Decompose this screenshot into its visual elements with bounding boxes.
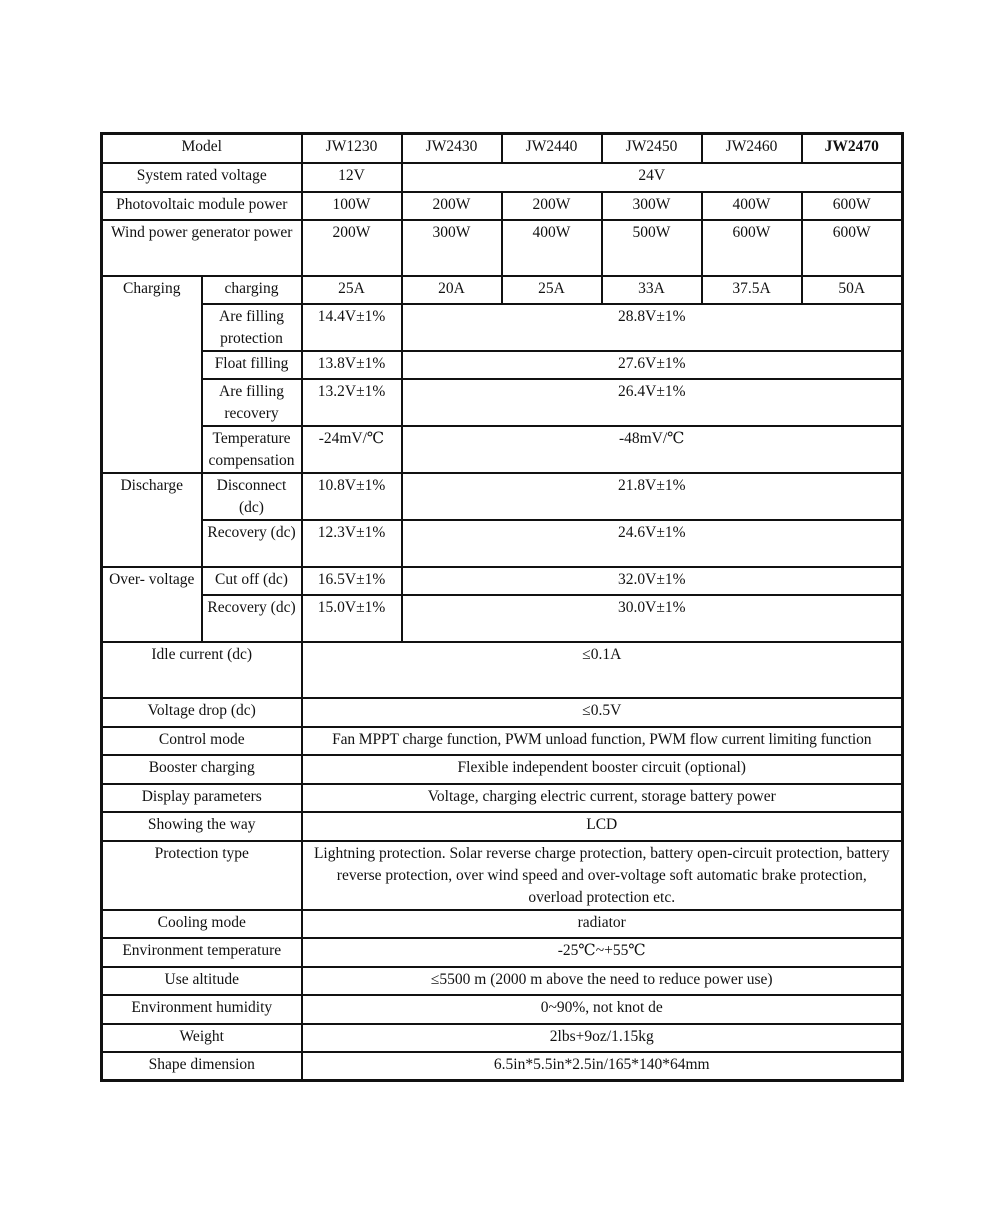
discharge-disconnect-row [102,473,903,520]
value-24v: 24V [402,163,903,192]
over-voltage-recovery-row [102,595,903,642]
row-label: Environment humidity [102,995,302,1024]
wind-power-row [102,220,903,276]
shape-dimension-row [102,1052,903,1081]
value-cell: 20A [402,276,502,304]
showing-the-way-row [102,812,903,841]
value-cell: 600W [802,220,903,276]
model-jw2440: JW2440 [502,134,602,163]
value-cell: 400W [702,192,802,220]
value-cell: 25A [502,276,602,304]
sub-label: Are filling protection [202,304,302,351]
are-filling-recovery-row [102,379,903,426]
group-charging: Charging [102,276,202,473]
display-parameters-row [102,784,903,812]
value-24v: 32.0V±1% [402,567,903,595]
row-label: Display parameters [102,784,302,812]
row-label: Photovoltaic module power [102,192,302,220]
row-value: Fan MPPT charge function, PWM unload function, PWM flow current limiting function [302,727,903,755]
row-value: ≤0.5V [302,698,903,727]
row-label: Environment temperature [102,938,302,967]
value-cell: 600W [702,220,802,276]
value-12v: 16.5V±1% [302,567,402,595]
model-jw2460: JW2460 [702,134,802,163]
value-cell: 200W [302,220,402,276]
control-mode-row [102,727,903,755]
row-value: ≤0.1A [302,642,903,698]
model-jw2450: JW2450 [602,134,702,163]
environment-temperature-row [102,938,903,967]
row-value: Voltage, charging electric current, storage battery power [302,784,903,812]
are-filling-protection-row [102,304,903,351]
row-label: Voltage drop (dc) [102,698,302,727]
row-value: 0~90%, not knot de [302,995,903,1024]
voltage-drop-row [102,698,903,727]
row-label: Shape dimension [102,1052,302,1081]
value-12v: -24mV/℃ [302,426,402,473]
discharge-recovery-row [102,520,903,567]
value-24v: 27.6V±1% [402,351,903,379]
value-cell: 33A [602,276,702,304]
float-filling-row [102,351,903,379]
value-cell: 200W [502,192,602,220]
row-label: Booster charging [102,755,302,784]
value-24v: -48mV/℃ [402,426,903,473]
environment-humidity-row [102,995,903,1024]
weight-row [102,1024,903,1052]
row-label: Wind power generator power [102,220,302,276]
value-cell: 100W [302,192,402,220]
spec-table [100,132,904,1082]
protection-type-row [102,841,903,910]
model-jw2470: JW2470 [802,134,903,163]
row-value: Lightning protection. Solar reverse charge protection, battery open-circuit protection, battery reverse protection, over wind speed and over-voltage soft automatic brake protection, overload protection etc. [302,841,903,910]
charging-current-row [102,276,903,304]
value-12v: 15.0V±1% [302,595,402,642]
value-12v: 13.2V±1% [302,379,402,426]
row-value: ≤5500 m (2000 m above the need to reduce power use) [302,967,903,995]
row-value: Flexible independent booster circuit (optional) [302,755,903,784]
idle-current-row [102,642,903,698]
booster-charging-row [102,755,903,784]
temperature-compensation-row [102,426,903,473]
pv-power-row [102,192,903,220]
model-label: Model [102,134,302,163]
value-cell: 25A [302,276,402,304]
row-value: LCD [302,812,903,841]
value-12v: 10.8V±1% [302,473,402,520]
row-label: Showing the way [102,812,302,841]
row-label: Protection type [102,841,302,910]
value-24v: 30.0V±1% [402,595,903,642]
value-cell: 500W [602,220,702,276]
sub-label: Disconnect (dc) [202,473,302,520]
value-12v: 14.4V±1% [302,304,402,351]
sub-label: Temperature compensation [202,426,302,473]
value-24v: 28.8V±1% [402,304,903,351]
row-label: Idle current (dc) [102,642,302,698]
value-12v: 12.3V±1% [302,520,402,567]
value-cell: 400W [502,220,602,276]
group-discharge: Discharge [102,473,202,567]
sub-label: charging [202,276,302,304]
row-value: -25℃~+55℃ [302,938,903,967]
value-24v: 26.4V±1% [402,379,903,426]
model-jw2430: JW2430 [402,134,502,163]
use-altitude-row [102,967,903,995]
model-jw1230: JW1230 [302,134,402,163]
value-24v: 21.8V±1% [402,473,903,520]
group-over-voltage: Over- voltage [102,567,202,642]
value-cell: 300W [402,220,502,276]
value-12v: 12V [302,163,402,192]
over-voltage-cutoff-row [102,567,903,595]
row-label: Cooling mode [102,910,302,938]
value-cell: 50A [802,276,903,304]
value-24v: 24.6V±1% [402,520,903,567]
row-label: Control mode [102,727,302,755]
row-value: 2lbs+9oz/1.15kg [302,1024,903,1052]
value-cell: 37.5A [702,276,802,304]
header-row [102,134,903,163]
row-label: System rated voltage [102,163,302,192]
value-cell: 200W [402,192,502,220]
sub-label: Recovery (dc) [202,520,302,567]
value-12v: 13.8V±1% [302,351,402,379]
sub-label: Cut off (dc) [202,567,302,595]
sub-label: Float filling [202,351,302,379]
system-voltage-row [102,163,903,192]
value-cell: 600W [802,192,903,220]
sub-label: Are filling recovery [202,379,302,426]
row-value: radiator [302,910,903,938]
value-cell: 300W [602,192,702,220]
row-value: 6.5in*5.5in*2.5in/165*140*64mm [302,1052,903,1081]
row-label: Use altitude [102,967,302,995]
sub-label: Recovery (dc) [202,595,302,642]
cooling-mode-row [102,910,903,938]
row-label: Weight [102,1024,302,1052]
